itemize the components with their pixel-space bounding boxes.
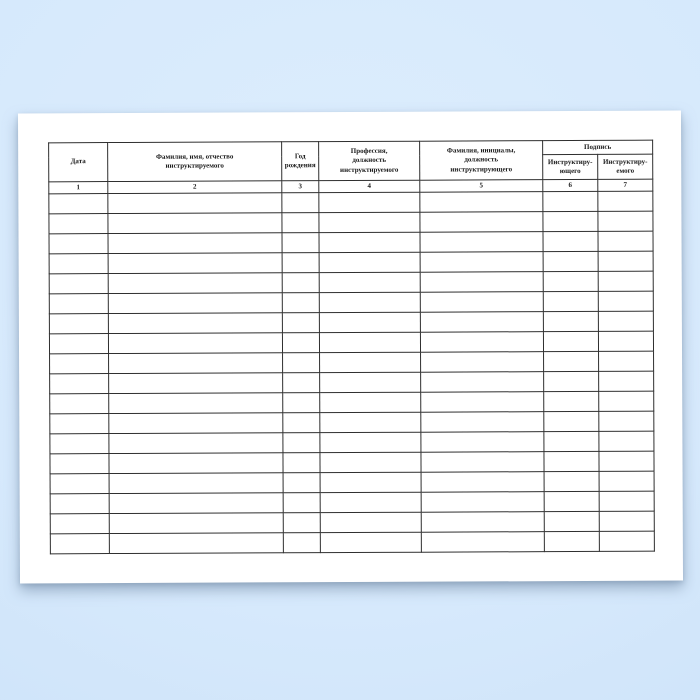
empty-cell	[544, 491, 599, 511]
empty-cell	[420, 232, 543, 253]
empty-cell	[320, 392, 421, 412]
header-date: Дата	[49, 143, 108, 182]
empty-cell	[49, 194, 108, 214]
empty-cell	[320, 372, 421, 392]
empty-cell	[544, 451, 599, 471]
column-number: 7	[598, 179, 653, 191]
empty-cell	[599, 351, 654, 371]
empty-cell	[319, 272, 420, 292]
empty-cell	[108, 333, 282, 354]
empty-cell	[320, 452, 421, 472]
empty-cell	[109, 433, 283, 454]
empty-cell	[282, 213, 319, 233]
table-row	[50, 411, 654, 434]
column-number: 4	[319, 180, 420, 192]
empty-cell	[543, 231, 598, 251]
empty-cell	[320, 412, 421, 432]
empty-cell	[544, 411, 599, 431]
empty-cell	[283, 433, 320, 453]
empty-cell	[421, 472, 544, 493]
empty-cell	[109, 493, 283, 514]
empty-cell	[421, 352, 544, 373]
header-signature-instructed: Инструктиру- емого	[598, 154, 653, 179]
empty-cell	[282, 273, 319, 293]
empty-cell	[421, 372, 544, 393]
empty-cell	[598, 331, 653, 351]
empty-cell	[599, 491, 654, 511]
empty-cell	[599, 471, 654, 491]
empty-cell	[49, 294, 108, 314]
table-row	[49, 271, 653, 294]
table-row	[50, 371, 654, 394]
empty-cell	[543, 331, 598, 351]
empty-cell	[49, 214, 108, 234]
empty-cell	[544, 431, 599, 451]
header-signature-group: Подпись	[543, 140, 653, 154]
empty-cell	[599, 511, 654, 531]
empty-cell	[109, 413, 283, 434]
empty-cell	[421, 392, 544, 413]
empty-cell	[50, 434, 109, 454]
empty-cell	[49, 254, 108, 274]
empty-cell	[598, 311, 653, 331]
empty-cell	[599, 431, 654, 451]
table-row	[50, 351, 654, 374]
empty-cell	[421, 532, 544, 553]
empty-cell	[50, 414, 109, 434]
column-number: 2	[108, 181, 282, 194]
empty-cell	[109, 533, 283, 554]
empty-cell	[598, 251, 653, 271]
empty-cell	[543, 311, 598, 331]
empty-cell	[420, 292, 543, 313]
empty-cell	[598, 231, 653, 251]
empty-cell	[282, 293, 319, 313]
empty-cell	[544, 471, 599, 491]
empty-cell	[420, 332, 543, 353]
empty-cell	[420, 252, 543, 273]
empty-cell	[50, 454, 109, 474]
column-number: 5	[420, 180, 543, 193]
empty-cell	[50, 474, 109, 494]
empty-cell	[109, 373, 283, 394]
empty-cell	[282, 313, 319, 333]
table-row	[49, 311, 653, 334]
empty-cell	[320, 492, 421, 512]
empty-cell	[319, 332, 420, 352]
table-row	[50, 431, 654, 454]
empty-cell	[421, 432, 544, 453]
empty-cell	[282, 193, 319, 213]
empty-cell	[50, 354, 109, 374]
empty-cell	[49, 234, 108, 254]
column-number: 6	[543, 179, 598, 191]
empty-cell	[421, 512, 544, 533]
empty-cell	[283, 393, 320, 413]
instruction-log-table	[48, 140, 655, 555]
empty-cell	[420, 312, 543, 333]
table-row	[49, 211, 653, 234]
column-number: 3	[282, 181, 319, 193]
empty-cell	[283, 373, 320, 393]
table-header	[49, 140, 653, 194]
empty-cell	[543, 291, 598, 311]
empty-cell	[320, 352, 421, 372]
empty-cell	[49, 274, 108, 294]
empty-cell	[543, 271, 598, 291]
table-row	[49, 231, 653, 254]
empty-cell	[108, 233, 282, 254]
header-instructor-name: Фамилия, инициалы, должность инструктирующего	[420, 141, 543, 181]
empty-cell	[109, 393, 283, 414]
empty-cell	[282, 233, 319, 253]
empty-cell	[50, 394, 109, 414]
table-row	[49, 251, 653, 274]
empty-cell	[320, 432, 421, 452]
empty-cell	[319, 212, 420, 232]
empty-cell	[599, 531, 654, 551]
empty-cell	[319, 232, 420, 252]
table-row	[50, 451, 654, 474]
empty-cell	[544, 371, 599, 391]
column-number: 1	[49, 182, 108, 194]
empty-cell	[544, 511, 599, 531]
empty-cell	[421, 412, 544, 433]
empty-cell	[49, 334, 108, 354]
table-row	[49, 331, 653, 354]
empty-cell	[544, 351, 599, 371]
empty-cell	[108, 273, 282, 294]
empty-cell	[319, 292, 420, 312]
empty-cell	[283, 453, 320, 473]
empty-cell	[49, 314, 108, 334]
empty-cell	[598, 211, 653, 231]
empty-cell	[420, 192, 543, 213]
empty-cell	[50, 534, 109, 554]
empty-cell	[599, 391, 654, 411]
empty-cell	[320, 472, 421, 492]
empty-cell	[283, 533, 320, 553]
empty-cell	[599, 451, 654, 471]
table-row	[50, 531, 654, 554]
empty-cell	[320, 512, 421, 532]
empty-cell	[599, 411, 654, 431]
empty-cell	[282, 333, 319, 353]
empty-cell	[109, 513, 283, 534]
empty-cell	[544, 531, 599, 551]
empty-cell	[108, 193, 282, 214]
empty-cell	[108, 213, 282, 234]
empty-cell	[543, 191, 598, 211]
header-instructed-profession: Профессия, должность инструктируемого	[319, 141, 420, 180]
header-signature-instructor: Инструктиру- ющего	[543, 154, 598, 179]
empty-cell	[543, 251, 598, 271]
empty-cell	[283, 513, 320, 533]
empty-cell	[421, 452, 544, 473]
empty-cell	[319, 312, 420, 332]
empty-cell	[283, 473, 320, 493]
empty-cell	[109, 473, 283, 494]
empty-cell	[598, 271, 653, 291]
empty-cell	[282, 253, 319, 273]
empty-cell	[108, 253, 282, 274]
empty-cell	[50, 494, 109, 514]
table-row	[49, 191, 653, 214]
empty-cell	[319, 252, 420, 272]
header-birth-year: Год рождения	[282, 142, 319, 181]
table-body	[49, 191, 655, 554]
empty-cell	[599, 371, 654, 391]
empty-cell	[598, 191, 653, 211]
empty-cell	[109, 453, 283, 474]
empty-cell	[109, 353, 283, 374]
table-row	[50, 491, 654, 514]
empty-cell	[283, 413, 320, 433]
empty-cell	[108, 293, 282, 314]
empty-cell	[543, 211, 598, 231]
table-row	[50, 471, 654, 494]
empty-cell	[598, 291, 653, 311]
header-instructed-name: Фамилия, имя, отчество инструктируемого	[108, 142, 282, 182]
empty-cell	[50, 514, 109, 534]
empty-cell	[420, 212, 543, 233]
document-page	[18, 111, 683, 584]
empty-cell	[421, 492, 544, 513]
table-row	[49, 291, 653, 314]
empty-cell	[544, 391, 599, 411]
empty-cell	[420, 272, 543, 293]
empty-cell	[50, 374, 109, 394]
empty-cell	[320, 532, 421, 552]
table-row	[50, 391, 654, 414]
empty-cell	[283, 493, 320, 513]
table-row	[50, 511, 654, 534]
empty-cell	[319, 192, 420, 212]
empty-cell	[108, 313, 282, 334]
empty-cell	[283, 353, 320, 373]
